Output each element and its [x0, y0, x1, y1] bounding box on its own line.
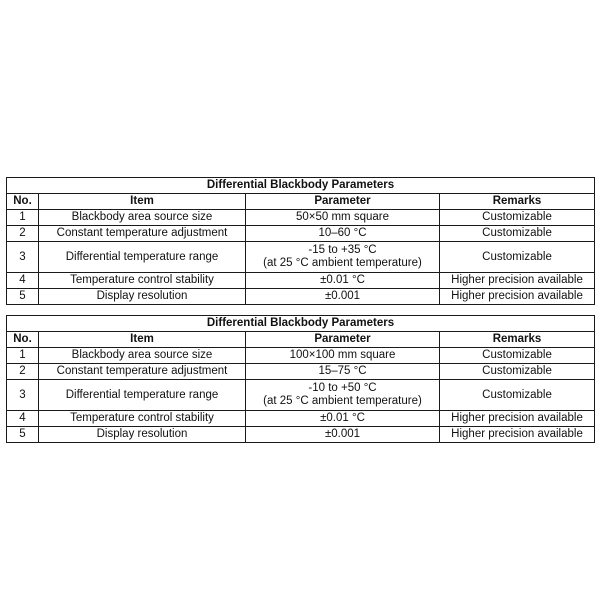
header-no: No.	[7, 332, 39, 348]
cell-parameter: 15–75 °C	[246, 364, 440, 380]
cell-remarks: Customizable	[440, 210, 595, 226]
cell-remarks: Customizable	[440, 348, 595, 364]
table-row	[7, 380, 595, 411]
cell-remarks: Higher precision available	[440, 427, 595, 443]
cell-item: Constant temperature adjustment	[39, 364, 246, 380]
parameter-line-1: -10 to +50 °C	[308, 382, 377, 394]
cell-remarks: Customizable	[440, 226, 595, 242]
cell-item: Temperature control stability	[39, 273, 246, 289]
parameter-line-2: (at 25 °C ambient temperature)	[263, 395, 422, 407]
header-no: No.	[7, 194, 39, 210]
cell-parameter	[246, 380, 440, 411]
cell-item: Temperature control stability	[39, 411, 246, 427]
cell-parameter: 50×50 mm square	[246, 210, 440, 226]
cell-item: Differential temperature range	[39, 242, 246, 273]
cell-no: 3	[7, 380, 39, 411]
header-item: Item	[39, 332, 246, 348]
header-item: Item	[39, 194, 246, 210]
cell-item: Blackbody area source size	[39, 348, 246, 364]
cell-no: 4	[7, 411, 39, 427]
parameters-table-1	[6, 177, 595, 305]
header-parameter: Parameter	[246, 332, 440, 348]
cell-no: 4	[7, 273, 39, 289]
cell-parameter: ±0.01 °C	[246, 273, 440, 289]
cell-item: Display resolution	[39, 427, 246, 443]
table-row	[7, 348, 595, 364]
cell-item: Constant temperature adjustment	[39, 226, 246, 242]
table-row	[7, 427, 595, 443]
cell-remarks: Customizable	[440, 242, 595, 273]
cell-no: 2	[7, 364, 39, 380]
cell-remarks: Higher precision available	[440, 289, 595, 305]
table-header-row	[7, 194, 595, 210]
table-row	[7, 242, 595, 273]
table-row	[7, 210, 595, 226]
cell-parameter: ±0.001	[246, 427, 440, 443]
parameter-line-1: -15 to +35 °C	[308, 244, 377, 256]
cell-parameter: 100×100 mm square	[246, 348, 440, 364]
cell-item: Display resolution	[39, 289, 246, 305]
cell-remarks: Higher precision available	[440, 273, 595, 289]
table-row	[7, 226, 595, 242]
cell-remarks: Customizable	[440, 364, 595, 380]
cell-parameter: ±0.001	[246, 289, 440, 305]
header-parameter: Parameter	[246, 194, 440, 210]
cell-no: 1	[7, 348, 39, 364]
header-remarks: Remarks	[440, 332, 595, 348]
cell-no: 3	[7, 242, 39, 273]
cell-no: 5	[7, 289, 39, 305]
cell-parameter	[246, 242, 440, 273]
table-caption: Differential Blackbody Parameters	[7, 316, 595, 332]
table-row	[7, 411, 595, 427]
parameter-line-2: (at 25 °C ambient temperature)	[263, 257, 422, 269]
cell-no: 5	[7, 427, 39, 443]
cell-parameter: 10–60 °C	[246, 226, 440, 242]
parameters-table-2	[6, 315, 595, 443]
table-row	[7, 289, 595, 305]
header-remarks: Remarks	[440, 194, 595, 210]
cell-no: 1	[7, 210, 39, 226]
cell-remarks: Customizable	[440, 380, 595, 411]
table-caption: Differential Blackbody Parameters	[7, 178, 595, 194]
cell-no: 2	[7, 226, 39, 242]
cell-remarks: Higher precision available	[440, 411, 595, 427]
cell-item: Blackbody area source size	[39, 210, 246, 226]
table-header-row	[7, 332, 595, 348]
table-row	[7, 364, 595, 380]
cell-item: Differential temperature range	[39, 380, 246, 411]
table-row	[7, 273, 595, 289]
cell-parameter: ±0.01 °C	[246, 411, 440, 427]
